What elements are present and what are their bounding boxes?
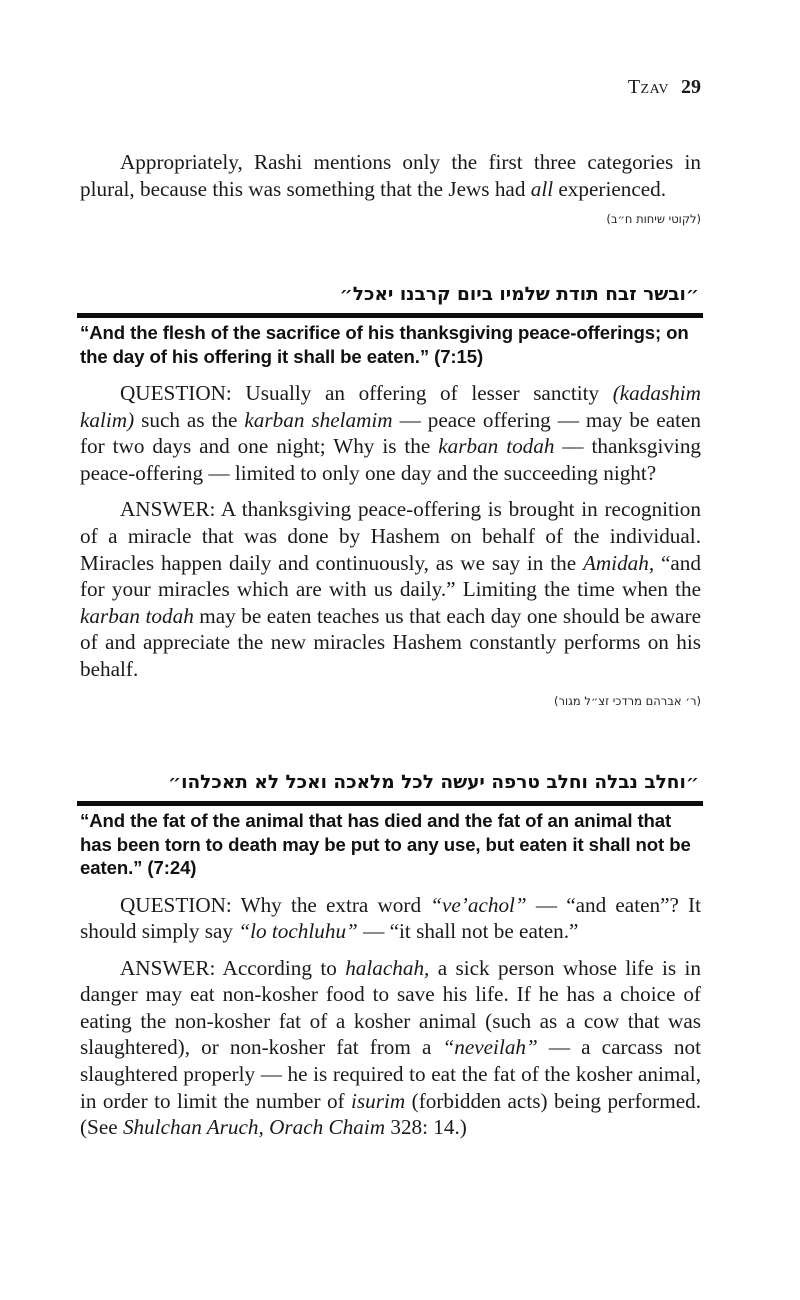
text-run: (forbidden acts) being performed. (See <box>80 1088 701 1140</box>
intro-text: Appropriately, Rashi mentions only the first three categories in plural, because this was something that the Jews had <box>80 150 701 201</box>
italic-term: isurim <box>351 1088 406 1113</box>
italic-term: karban todah <box>438 434 555 459</box>
verse-translation: “And the flesh of the sacrifice of his thanksgiving peace-offerings; on the day of his offering it shall be eaten.” (7:15) <box>80 322 689 367</box>
text-run: QUESTION: Why the extra word <box>120 892 431 917</box>
intro-source: (לקוטי שיחות ח״ב) <box>606 212 701 227</box>
italic-term: halachah, <box>345 955 430 980</box>
italic-term: “ve’achol” <box>430 892 527 917</box>
intro-section <box>80 149 701 226</box>
italic-term: (kadashim kalim) <box>80 381 701 432</box>
answer-source: (ר׳ אברהם מרדכי זצ״ל מגור) <box>554 693 701 708</box>
text-run: “and for your miracles which are with us daily.” Limiting the time when the <box>80 550 701 602</box>
italic-term: Amidah, <box>582 550 655 575</box>
italic-term: karban shelamim <box>244 407 393 432</box>
text-run: ANSWER: According to <box>120 955 346 980</box>
italic-term: Shulchan Aruch, Orach Chaim <box>122 1115 386 1140</box>
text-run: — “it shall not be eaten.” <box>357 919 579 944</box>
running-head <box>80 76 701 99</box>
question-paragraph <box>80 380 701 486</box>
text-run: a sick person whose life is in danger may eat non-kosher food to save his life. If he has a choice of eating the non-kosher fat of a kosher animal (such as a cow that was slaughtered), or non-kosher fat from a <box>80 955 701 1060</box>
text-run: such as the <box>134 407 245 432</box>
italic-term: “neveilah” <box>442 1035 538 1060</box>
text-run: may be eaten teaches us that each day one should be aware of and appreciate the new miracles Hashem constantly performs on his behalf. <box>80 603 701 681</box>
text-run: — peace offering — may be eaten for two days and one night; Why is the <box>80 407 701 459</box>
text-run: ANSWER: A thanksgiving peace-offering is brought in recognition of a miracle that was done by Hashem on behalf of the individual. Miracles happen daily and continuously, as we say in the <box>80 497 701 575</box>
section-thanksgiving <box>80 284 701 708</box>
section-fat <box>80 772 701 1141</box>
section-rule <box>77 801 703 806</box>
text-run: — thanksgiving peace-offering — limited to only one day and the succeeding night? <box>80 434 702 485</box>
hebrew-verse-title: ״ובשר זבח תודת שלמיו ביום קרבנו יאכל״ <box>339 284 699 305</box>
page-number: 29 <box>681 76 701 98</box>
text-run: QUESTION: Usually an offering of lesser sanctity <box>120 381 613 405</box>
italic-term: karban todah <box>80 603 194 628</box>
text-run: — “and eaten”? It should simply say <box>80 892 701 944</box>
question-paragraph <box>80 892 701 945</box>
intro-emphasis: all <box>530 176 554 201</box>
intro-paragraph <box>80 149 701 202</box>
intro-text-end: experienced. <box>553 176 667 201</box>
hebrew-verse-title: ״וחלב נבלה וחלב טרפה יעשה לכל מלאכה ואכל לא תאכלהו״ <box>167 772 699 793</box>
running-head-title: Tzav <box>627 76 669 98</box>
text-run: — a carcass not slaughtered properly — he is required to eat the fat of the kosher animal, in order to limit the number of <box>80 1035 702 1113</box>
verse-translation: “And the fat of the animal that has died and the fat of an animal that has been torn to death may be put to any use, but eaten it shall not be eaten.” (7:24) <box>80 810 691 878</box>
italic-term: “lo tochluhu” <box>238 919 358 944</box>
section-rule <box>77 313 703 318</box>
text-run: 328: 14.) <box>385 1115 467 1140</box>
answer-paragraph <box>80 955 701 1141</box>
answer-paragraph <box>80 496 701 682</box>
